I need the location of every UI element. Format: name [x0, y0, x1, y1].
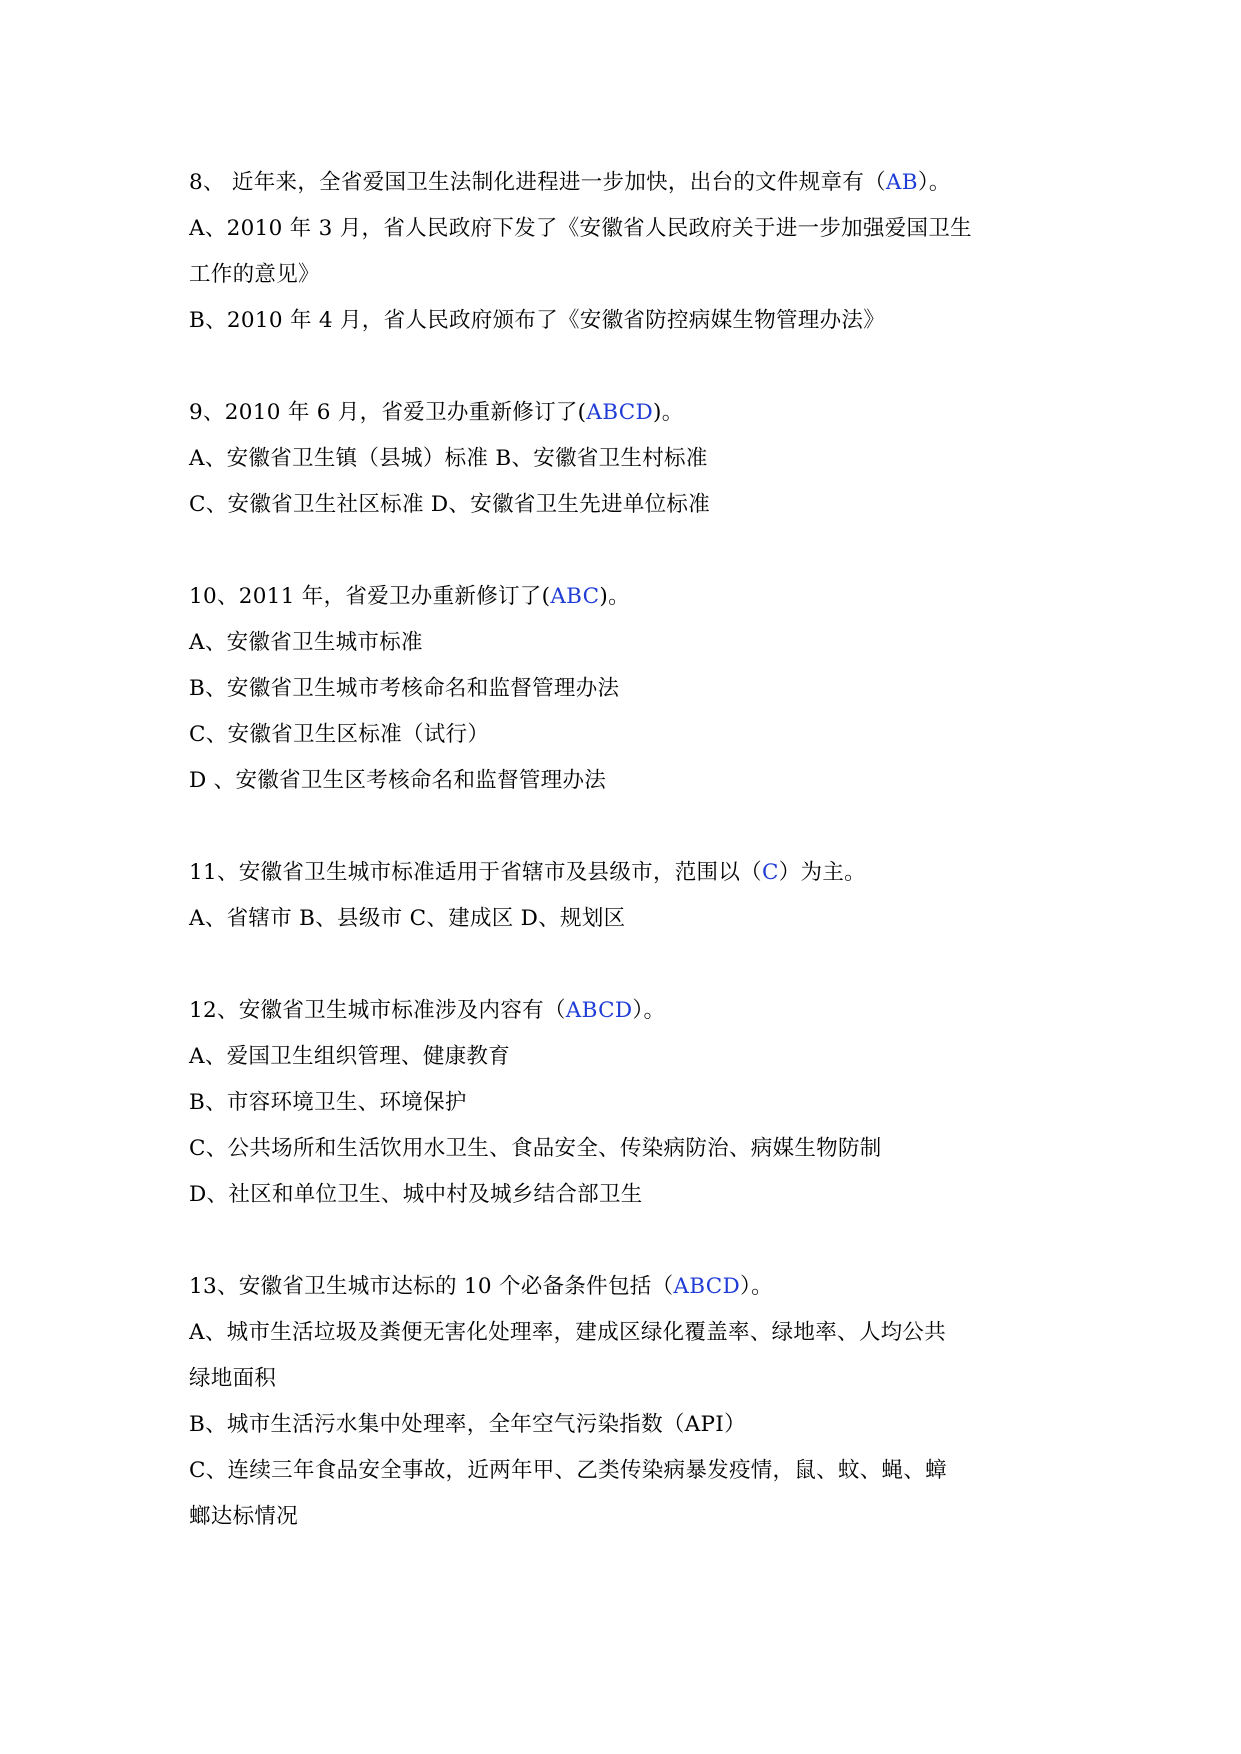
document-body — [189, 160, 1069, 1540]
option-line: A、城市生活垃圾及粪便无害化处理率，建成区绿化覆盖率、绿地率、人均公共 — [189, 1320, 947, 1345]
paragraph-gap — [189, 804, 1069, 850]
question-text: 12、安徽省卫生城市标准涉及内容有（ — [189, 998, 566, 1023]
question-text-end: )。 — [653, 400, 684, 425]
question-text: 10、2011 年，省爱卫办重新修订了( — [189, 584, 551, 609]
question-text: 13、安徽省卫生城市达标的 10 个必备条件包括（ — [189, 1274, 674, 1299]
question-block — [189, 850, 1069, 942]
option-line: 工作的意见》 — [189, 262, 320, 287]
paragraph-gap — [189, 344, 1069, 390]
answer-key: AB — [885, 170, 918, 195]
question-text-end: )。 — [599, 584, 630, 609]
answer-key: ABC — [550, 584, 600, 609]
question-stem — [189, 988, 1069, 1034]
option-line: A、安徽省卫生镇（县城）标准 B、安徽省卫生村标准 — [189, 446, 708, 471]
answer-key: C — [761, 860, 779, 885]
answer-key: ABCD — [565, 998, 633, 1023]
question-text: 11、安徽省卫生城市标准适用于省辖市及县级市，范围以（ — [189, 860, 762, 885]
option-line: B、城市生活污水集中处理率，全年空气污染指数（API） — [189, 1412, 746, 1437]
option-line: C、连续三年食品安全事故，近两年甲、乙类传染病暴发疫情，鼠、蚊、蝇、蟑 — [189, 1458, 947, 1483]
option-line: C、安徽省卫生社区标准 D、安徽省卫生先进单位标准 — [189, 492, 711, 517]
answer-key: ABCD — [586, 400, 653, 425]
option-line: A、爱国卫生组织管理、健康教育 — [189, 1044, 511, 1069]
option-line: A、安徽省卫生城市标准 — [189, 630, 423, 655]
question-stem — [189, 1264, 1069, 1310]
question-text-end: ）。 — [917, 170, 951, 195]
question-text-end: ）为主。 — [778, 860, 866, 885]
option-line: 绿地面积 — [189, 1366, 277, 1391]
question-stem — [189, 160, 1069, 206]
question-block — [189, 988, 1069, 1218]
question-block — [189, 1264, 1069, 1540]
option-line: B、安徽省卫生城市考核命名和监督管理办法 — [189, 676, 620, 701]
option-line: 螂达标情况 — [189, 1504, 299, 1529]
paragraph-gap — [189, 528, 1069, 574]
paragraph-gap — [189, 1218, 1069, 1264]
question-stem — [189, 390, 1069, 436]
option-line: D、社区和单位卫生、城中村及城乡结合部卫生 — [189, 1182, 643, 1207]
paragraph-gap — [189, 942, 1069, 988]
option-line: A、省辖市 B、县级市 C、建成区 D、规划区 — [189, 906, 626, 931]
answer-key: ABCD — [673, 1274, 741, 1299]
question-stem — [189, 850, 1069, 896]
question-stem — [189, 574, 1069, 620]
option-line: D 、安徽省卫生区考核命名和监督管理办法 — [189, 768, 607, 793]
question-block — [189, 390, 1069, 528]
question-text: 9、2010 年 6 月，省爱卫办重新修订了( — [189, 400, 587, 425]
option-line: B、市容环境卫生、环境保护 — [189, 1090, 467, 1115]
option-line: B、2010 年 4 月，省人民政府颁布了《安徽省防控病媒生物管理办法》 — [189, 308, 885, 333]
option-line: C、安徽省卫生区标准（试行） — [189, 722, 490, 747]
option-line: A、2010 年 3 月，省人民政府下发了《安徽省人民政府关于进一步加强爱国卫生 — [189, 216, 972, 241]
question-block — [189, 160, 1069, 344]
option-line: C、公共场所和生活饮用水卫生、食品安全、传染病防治、病媒生物防制 — [189, 1136, 882, 1161]
question-text: 8、 近年来，全省爱国卫生法制化进程进一步加快，出台的文件规章有（ — [189, 170, 886, 195]
question-text-end: ）。 — [740, 1274, 773, 1299]
question-block — [189, 574, 1069, 804]
question-text-end: ）。 — [632, 998, 666, 1023]
